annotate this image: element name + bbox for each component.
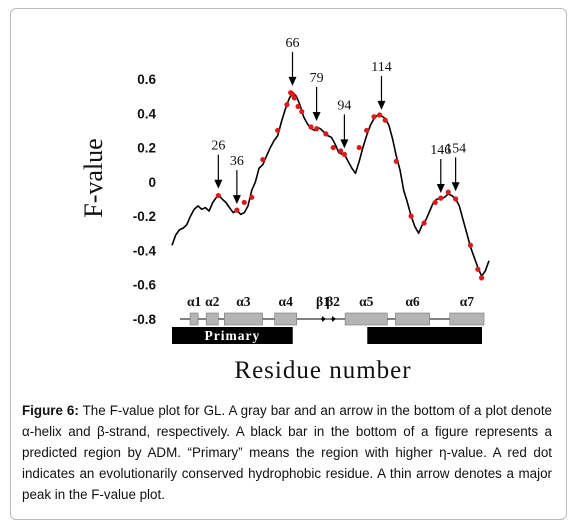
conserved-residue-dot <box>292 95 297 100</box>
peak-arrow-head <box>340 139 348 148</box>
predicted-region-bar <box>367 327 385 344</box>
conserved-residue-dot <box>453 196 458 201</box>
conserved-residue-dot <box>242 200 247 205</box>
conserved-residue-dot <box>446 190 451 195</box>
conserved-residue-dot <box>234 208 239 213</box>
ss-label: β2 <box>326 294 340 309</box>
ss-label: α4 <box>278 294 293 309</box>
conserved-residue-dot <box>299 109 304 114</box>
peak-label: 114 <box>371 59 392 75</box>
peak-label: 146 <box>430 143 452 158</box>
y-axis-label: F-value <box>79 138 108 218</box>
caption-label: Figure 6: <box>22 403 79 418</box>
conserved-residue-dot <box>357 145 362 150</box>
y-tick-label: -0.2 <box>132 209 156 225</box>
helix-bar <box>275 313 297 325</box>
peak-arrows <box>211 36 466 204</box>
peak-arrow-head <box>437 184 445 193</box>
conserved-residue-dot <box>383 118 388 123</box>
conserved-residue-dot <box>394 159 399 164</box>
ss-label: β1 <box>316 294 330 309</box>
conserved-residue-dot <box>295 104 300 109</box>
peak-arrow-head <box>288 77 296 86</box>
y-tick-label: -0.8 <box>132 312 156 327</box>
ss-label: α3 <box>236 294 251 309</box>
caption-text: The F-value plot for GL. A gray bar and an arrow in the bottom of a plot denote α-helix and β-strand, respectively. A black bar in the bottom of a figure represents a predicted region by ADM. “Primary” means the region with higher η-value. A red dot indicates an evolutionarily conserved hydrophobic residue. A thin arrow denotes a major peak in the F-value plot. <box>22 403 552 502</box>
ss-label: α1 <box>186 294 202 309</box>
conserved-residue-dot <box>422 220 427 225</box>
conserved-residue-dot <box>260 157 265 162</box>
conserved-residue-dot <box>323 131 328 136</box>
y-tick-label: -0.4 <box>132 243 156 259</box>
peak-label: 26 <box>211 138 226 154</box>
conserved-residue-dot <box>342 152 347 157</box>
ss-label: α7 <box>459 294 475 309</box>
conserved-residue-dot <box>249 195 254 200</box>
conserved-residue-dot <box>468 243 473 248</box>
conserved-residue-dot <box>216 193 221 198</box>
peak-label: 79 <box>309 71 324 86</box>
peak-label: 94 <box>337 98 352 114</box>
conserved-residue-dot <box>331 145 336 150</box>
conserved-residue-dot <box>284 102 289 107</box>
helix-bar <box>450 313 484 325</box>
y-tick-label: 0.4 <box>137 106 156 122</box>
ss-label: α6 <box>405 294 420 309</box>
predicted-region-bar <box>383 327 482 344</box>
ss-label: α5 <box>359 294 374 309</box>
conserved-residue-dot <box>308 124 313 129</box>
secondary-structure-track <box>180 294 484 325</box>
conserved-residue-dot <box>409 214 414 219</box>
predicted-region-label: Primary <box>204 328 261 343</box>
y-axis-ticks <box>133 72 157 327</box>
y-tick-label: 0.2 <box>137 140 156 156</box>
y-tick-label: 0.6 <box>137 72 156 87</box>
peak-arrow-head <box>233 195 241 204</box>
helix-bar <box>345 313 387 325</box>
strand-arrow-head <box>322 316 326 322</box>
conserved-residue-dot <box>275 128 280 133</box>
y-tick-label: 0 <box>148 174 156 190</box>
conserved-residue-dot <box>479 275 484 280</box>
conserved-residue-dot <box>475 267 480 272</box>
strand-arrow-head <box>332 316 336 322</box>
peak-arrow-head <box>313 112 321 121</box>
helix-bar <box>190 313 198 325</box>
conserved-residue-dot <box>377 112 382 117</box>
peak-arrow-head <box>452 182 460 191</box>
ss-label: α2 <box>205 294 220 309</box>
peak-arrow-head <box>214 180 222 189</box>
conserved-residue-dot <box>314 126 319 131</box>
conserved-residue-dot <box>364 128 369 133</box>
helix-bar <box>206 313 218 325</box>
x-axis-label: Residue number <box>234 357 412 384</box>
helix-bar <box>224 313 262 325</box>
peak-label: 154 <box>445 141 467 157</box>
conserved-residue-dot <box>371 114 376 119</box>
conserved-residue-dot <box>438 196 443 201</box>
helix-bar <box>395 313 429 325</box>
peak-label: 36 <box>229 154 244 170</box>
predicted-region-track <box>172 327 482 344</box>
y-tick-label: -0.6 <box>132 277 156 293</box>
conserved-residue-dot <box>433 200 438 205</box>
peak-label: 66 <box>285 35 300 51</box>
figure-caption <box>22 400 552 505</box>
peak-arrow-head <box>377 101 385 110</box>
